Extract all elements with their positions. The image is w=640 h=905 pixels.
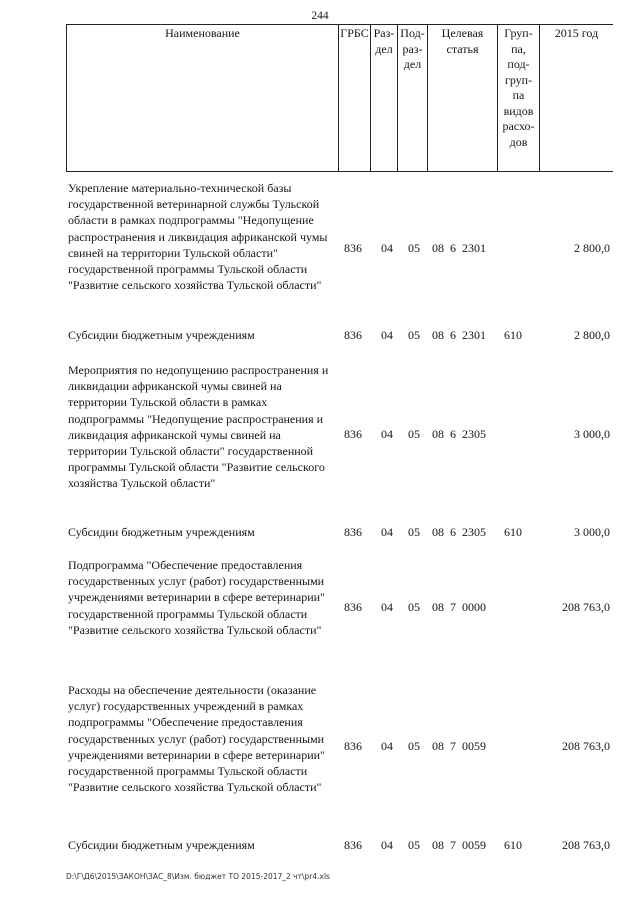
row-target: 08 6 2301 xyxy=(432,328,486,342)
header-year: 2015 год xyxy=(554,26,599,40)
file-path-footer: D:\Г\Д6\2015\ЗАКОН\ЗАС_8\Изм. бюджет ТО 2015-2017_2 чт\pr4.xls xyxy=(66,872,330,881)
row-grbs: 836 xyxy=(344,600,362,614)
row-amount: 2 800,0 xyxy=(574,328,610,342)
row-grbs: 836 xyxy=(344,739,362,753)
row-group: 610 xyxy=(504,328,522,342)
row-subsection: 05 xyxy=(408,600,420,614)
row-target: 08 7 0059 xyxy=(432,838,486,852)
row-amount: 2 800,0 xyxy=(574,241,610,255)
row-name: Расходы на обеспечение деятельности (оказание услуг) государственных учреждений в рамках подпрограммы "Обеспечение предоставления государственных услуг (работ) государственными учреждениями ветеринарии в сфере ветеринарии" государственной программы Тульской области "Развитие сельского хозяйства Тульской области" xyxy=(68,683,325,795)
row-name: Подпрограмма "Обеспечение предоставления государственных услуг (работ) государственными учреждениями ветеринарии в сфере ветеринарии" государственной программы Тульской области "Развитие сельского хозяйства Тульской области" xyxy=(68,558,325,637)
row-name: Субсидии бюджетным учреждениям xyxy=(68,328,255,342)
row-amount: 3 000,0 xyxy=(574,427,610,441)
row-section: 04 xyxy=(381,427,393,441)
row-subsection: 05 xyxy=(408,328,420,342)
header-grbs: ГРБС xyxy=(339,25,371,171)
row-amount: 208 763,0 xyxy=(562,739,610,753)
row-amount: 208 763,0 xyxy=(562,600,610,614)
header-group: Груп- па, под- груп- па видов расхо- дов xyxy=(498,25,540,171)
row-grbs: 836 xyxy=(344,525,362,539)
row-name: Мероприятия по недопущению распространения и ликвидации африканской чумы свиней на территории Тульской области в рамках подпрограммы "Недопущение распространения и ликвидация африканской чумы свиней на территории Тульской области" государственной программы Тульской области "Развитие сельского хозяйства Тульской области" xyxy=(68,363,329,491)
row-subsection: 05 xyxy=(408,525,420,539)
table-header xyxy=(66,24,613,172)
row-subsection: 05 xyxy=(408,739,420,753)
row-subsection: 05 xyxy=(408,427,420,441)
page-number: 244 xyxy=(311,10,329,22)
row-section: 04 xyxy=(381,328,393,342)
row-section: 04 xyxy=(381,241,393,255)
row-grbs: 836 xyxy=(344,427,362,441)
row-target: 08 7 0059 xyxy=(432,739,486,753)
row-grbs: 836 xyxy=(344,838,362,852)
row-target: 08 6 2305 xyxy=(432,525,486,539)
row-group: 610 xyxy=(504,838,522,852)
row-target: 08 6 2301 xyxy=(432,241,486,255)
row-subsection: 05 xyxy=(408,241,420,255)
row-grbs: 836 xyxy=(344,241,362,255)
header-target: Целевая статья xyxy=(428,25,498,171)
row-amount: 3 000,0 xyxy=(574,525,610,539)
row-target: 08 7 0000 xyxy=(432,600,486,614)
row-grbs: 836 xyxy=(344,328,362,342)
header-subsection: Под- раз- дел xyxy=(398,25,428,171)
row-section: 04 xyxy=(381,838,393,852)
row-section: 04 xyxy=(381,739,393,753)
row-group: 610 xyxy=(504,525,522,539)
header-name: Наименование xyxy=(67,25,339,171)
row-subsection: 05 xyxy=(408,838,420,852)
row-section: 04 xyxy=(381,525,393,539)
row-section: 04 xyxy=(381,600,393,614)
row-name: Укрепление материально-технической базы государственной ветеринарной службы Тульской области в рамках подпрограммы "Недопущение распространения и ликвидация африканской чумы свиней на территории Тульской области" государственной программы Тульской области "Развитие сельского хозяйства Тульской области" xyxy=(68,181,328,293)
row-name: Субсидии бюджетным учреждениям xyxy=(68,525,255,539)
row-name: Субсидии бюджетным учреждениям xyxy=(68,838,255,852)
header-section: Раз- дел xyxy=(371,25,398,171)
row-target: 08 6 2305 xyxy=(432,427,486,441)
row-amount: 208 763,0 xyxy=(562,838,610,852)
